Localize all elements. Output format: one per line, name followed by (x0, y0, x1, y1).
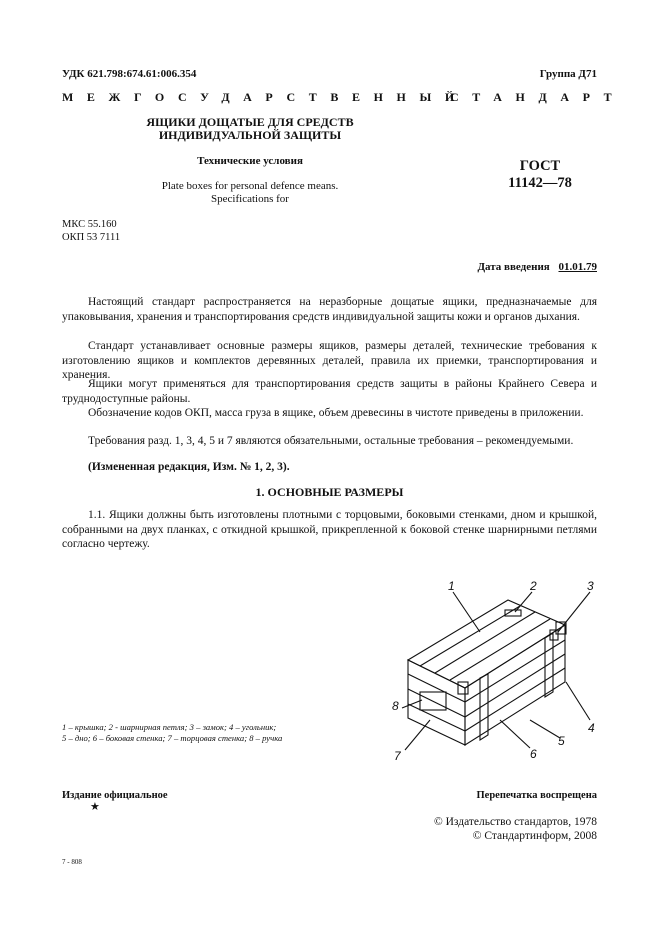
paragraph-1-1: 1.1. Ящики должны быть изготовлены плотными с торцовыми, боковыми стенками, дном и крышкой, собранными на двух планках, с откидной крышкой, прикрепленной к боковой стенке шарнирными петлями согласно чертежу. (62, 509, 597, 550)
callout-3: 3 (587, 579, 594, 593)
english-title-line-2: Specifications for (211, 193, 289, 205)
callout-8: 8 (392, 699, 399, 713)
callout-1: 1 (448, 579, 455, 593)
standard-kind-left: МЕЖГОСУДАРСТВЕННЫЙ (62, 90, 468, 104)
star-mark: ★ (90, 801, 100, 813)
standard-kind-right: СТАНДАРТ (450, 90, 626, 104)
okp-code: ОКП 53 7111 (62, 232, 121, 243)
paragraph-north: Ящики могут применяться для транспортирования средств защиты в районы Крайнего Севера и труднодоступные районы. (62, 378, 597, 405)
gost-number: 11142—78 (508, 175, 572, 191)
figure-caption-line-2: 5 – дно; 6 – боковая стенка; 7 – торцовая стенка; 8 – ручка (62, 733, 283, 743)
english-title-line-1: Plate boxes for personal defence means. (161, 180, 339, 192)
official-edition: Издание официальное (62, 790, 168, 801)
udc-code: УДК 621.798:674.61:006.354 (62, 68, 197, 80)
reprint-notice: Перепечатка воспрещена (476, 790, 597, 801)
callout-4: 4 (588, 721, 595, 735)
callout-2: 2 (530, 579, 537, 593)
intro-date (477, 261, 597, 273)
title-line-2: ИНДИВИДУАЛЬНОЙ ЗАЩИТЫ (158, 128, 342, 142)
callout-6: 6 (530, 747, 537, 761)
copyright-block (434, 815, 597, 843)
copyright-1: © Издательство стандартов, 1978 (433, 816, 597, 828)
figure-caption-line-1: 1 – крышка; 2 - шарнирная петля; 3 – замок; 4 – угольник; (62, 722, 277, 732)
gost-designation (485, 158, 595, 192)
callout-7: 7 (394, 749, 401, 763)
paragraph-scope: Настоящий стандарт распространяется на неразборные дощатые ящики, предназначаемые для упаковывания, хранения и транспортирования средств индивидуальной защиты кожи и органов дыхания. (62, 296, 597, 323)
box-drawing (380, 570, 605, 770)
english-title (140, 180, 360, 206)
intro-date-value: 01.01.79 (558, 261, 597, 273)
classification-codes (62, 218, 120, 244)
group-code: Группа Д71 (539, 68, 597, 80)
corner-bracket (458, 682, 468, 694)
paragraph-amendment: (Измененная редакция, Изм. № 1, 2, 3). (88, 461, 290, 473)
paragraph-okp: Обозначение кодов ОКП, масса груза в ящике, объем древесины в чистоте приведены в приложении. (88, 407, 584, 419)
paragraph-requirements: Требования разд. 1, 3, 4, 5 и 7 являются обязательными, остальные требования – рекомендуемыми. (88, 435, 574, 447)
section-1-title: 1. ОСНОВНЫЕ РАЗМЕРЫ (255, 485, 404, 499)
figure-caption (62, 722, 362, 744)
mks-code: МКС 55.160 (62, 219, 117, 230)
box-batten (545, 633, 553, 697)
document-title (140, 116, 360, 142)
intro-date-label: Дата введения (477, 261, 550, 273)
gost-label: ГОСТ (519, 158, 561, 174)
document-subtitle: Технические условия (197, 155, 303, 167)
title-line-1: ЯЩИКИ ДОЩАТЫЕ ДЛЯ СРЕДСТВ (146, 115, 354, 129)
paragraph-content: Стандарт устанавливает основные размеры ящиков, размеры деталей, технические требования к изготовлению ящиков и комплектов деревянных деталей, правила их приемки, транспортирования и хранения. (62, 340, 597, 381)
callout-5: 5 (558, 734, 565, 748)
page-code: 7 - 808 (62, 858, 82, 866)
copyright-2: © Стандартинформ, 2008 (472, 830, 597, 842)
